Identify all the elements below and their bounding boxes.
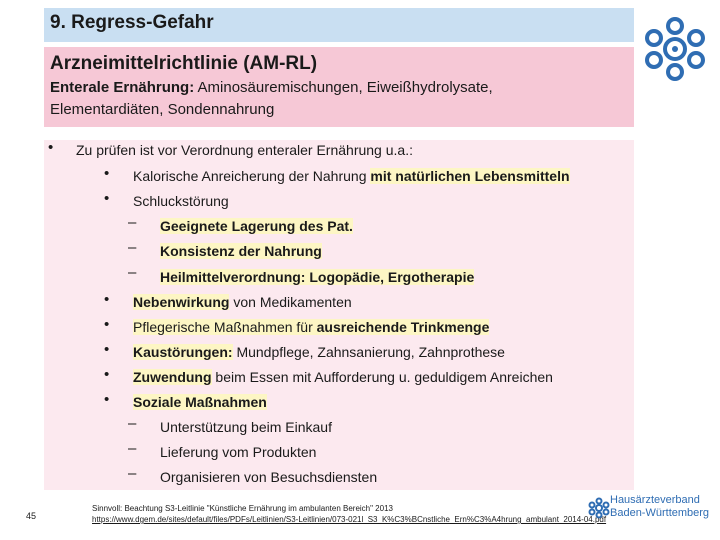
header-sub-rest: Aminosäuremischungen, Eiweißhydrolysate, <box>194 79 493 96</box>
association-wordmark <box>610 494 716 520</box>
association-logo-icon <box>640 14 710 89</box>
header-sub-bold: Enterale Ernährung: <box>50 79 195 96</box>
bullet-marker: • <box>104 291 110 308</box>
dash-marker: – <box>128 264 137 281</box>
list-item: Pflegerische Maßnahmen für ausreichende Trinkmenge <box>133 319 490 335</box>
bullet-marker: • <box>104 366 110 383</box>
sub-list-item: Konsistenz der Nahrung <box>160 243 322 259</box>
header-box <box>44 47 634 127</box>
bullet-marker: • <box>104 165 110 182</box>
dash-marker: – <box>128 415 137 432</box>
bullet-marker: • <box>104 341 110 358</box>
wordmark-line: Baden-Württemberg <box>610 507 710 519</box>
wordmark-line: Hausärzteverband <box>610 494 700 506</box>
page-number: 45 <box>26 511 37 521</box>
bullet-marker: • <box>104 190 110 207</box>
list-item: Nebenwirkung von Medikamenten <box>133 294 352 310</box>
footer-source <box>92 503 672 525</box>
header-subtitle <box>50 77 628 99</box>
bullet-marker: • <box>104 391 110 408</box>
dash-marker: – <box>128 239 137 256</box>
sub-list-item: Heilmittelverordnung: Logopädie, Ergotherapie <box>160 269 475 285</box>
sub-list-item: Lieferung vom Produkten <box>160 444 317 460</box>
dash-marker: – <box>128 465 137 482</box>
list-item: Zuwendung beim Essen mit Aufforderung u. geduldigem Anreichen <box>133 369 553 385</box>
section-title: 9. Regress-Gefahr <box>44 8 634 42</box>
sub-list-item: Unterstützung beim Einkauf <box>160 419 332 435</box>
bullet-marker: • <box>104 316 110 333</box>
list-item: Kaustörungen: Mundpflege, Zahnsanierung, Zahnprothese <box>133 344 505 360</box>
list-item: Schluckstörung <box>133 193 229 209</box>
small-logo-icon <box>588 497 610 524</box>
list-item: Kalorische Anreicherung der Nahrung mit natürlichen Lebensmitteln <box>133 168 570 184</box>
sub-list-item: Organisieren von Besuchsdiensten <box>160 469 378 485</box>
footer-link[interactable]: https://www.dgem.de/sites/default/files/PDFs/Leitlinien/S3-Leitlinien/073-021l_S3_K%C3%BCnstliche_Ern%C3%A4hrung_ambulant_2014-04.pdf <box>92 515 607 524</box>
sub-list-item: Geeignete Lagerung des Pat. <box>160 218 353 234</box>
list-item: Soziale Maßnahmen <box>133 394 267 410</box>
dash-marker: – <box>128 440 137 457</box>
footer-line: Sinnvoll: Beachtung S3-Leitlinie "Künstliche Ernährung im ambulanten Bereich" 2013 <box>92 504 393 513</box>
header-title: Arzneimittelrichtlinie (AM-RL) <box>50 53 318 74</box>
main-bullet-text: Zu prüfen ist vor Verordnung enteraler Ernährung u.a.: <box>76 142 413 158</box>
dash-marker: – <box>128 214 137 231</box>
header-subtitle-line2: Elementardiäten, Sondennahrung <box>50 101 275 118</box>
bullet-marker: • <box>48 139 54 156</box>
